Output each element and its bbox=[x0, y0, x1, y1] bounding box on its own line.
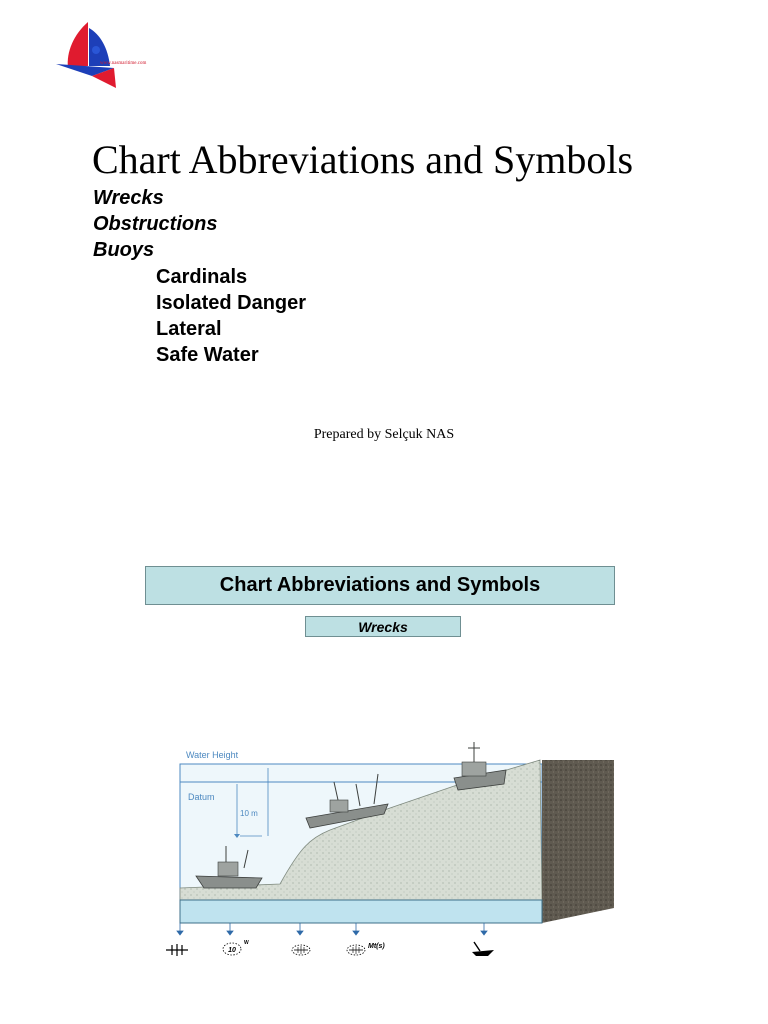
svg-text:10: 10 bbox=[228, 947, 236, 954]
svg-text:Mt(s): Mt(s) bbox=[368, 943, 385, 950]
section-label-box: Wrecks bbox=[305, 616, 461, 637]
wreck-symbol-dangerous-icon bbox=[166, 944, 188, 956]
buoy-type-safe-water: Safe Water bbox=[156, 344, 259, 366]
wreck-symbol-unknown-icon bbox=[292, 945, 310, 955]
page-title: Chart Abbreviations and Symbols bbox=[92, 137, 634, 182]
wreck-diagram bbox=[160, 738, 620, 963]
section-banner: Chart Abbreviations and Symbols bbox=[145, 566, 615, 605]
datum-label: Datum bbox=[188, 792, 215, 802]
wreck-symbol-mast-icon bbox=[347, 943, 385, 955]
prepared-by: Prepared by Selçuk NAS bbox=[313, 427, 455, 442]
depth-label: 10 m bbox=[240, 809, 258, 818]
buoy-type-lateral: Lateral bbox=[156, 318, 222, 340]
topic-obstructions: Obstructions bbox=[93, 213, 218, 235]
wreck-symbol-depth-icon bbox=[223, 940, 249, 955]
logo bbox=[52, 22, 162, 92]
buoy-type-cardinals: Cardinals bbox=[156, 266, 248, 288]
svg-text:W: W bbox=[244, 940, 249, 946]
wreck-symbol-hull-showing-icon bbox=[472, 942, 494, 956]
sailboat-logo-icon bbox=[52, 22, 162, 92]
topic-buoys: Buoys bbox=[93, 239, 155, 261]
water-height-label: Water Height bbox=[186, 750, 239, 760]
topic-wrecks: Wrecks bbox=[93, 187, 164, 209]
buoy-type-isolated-danger: Isolated Danger bbox=[156, 292, 307, 314]
logo-url: www.nasmaritime.com bbox=[100, 61, 147, 66]
